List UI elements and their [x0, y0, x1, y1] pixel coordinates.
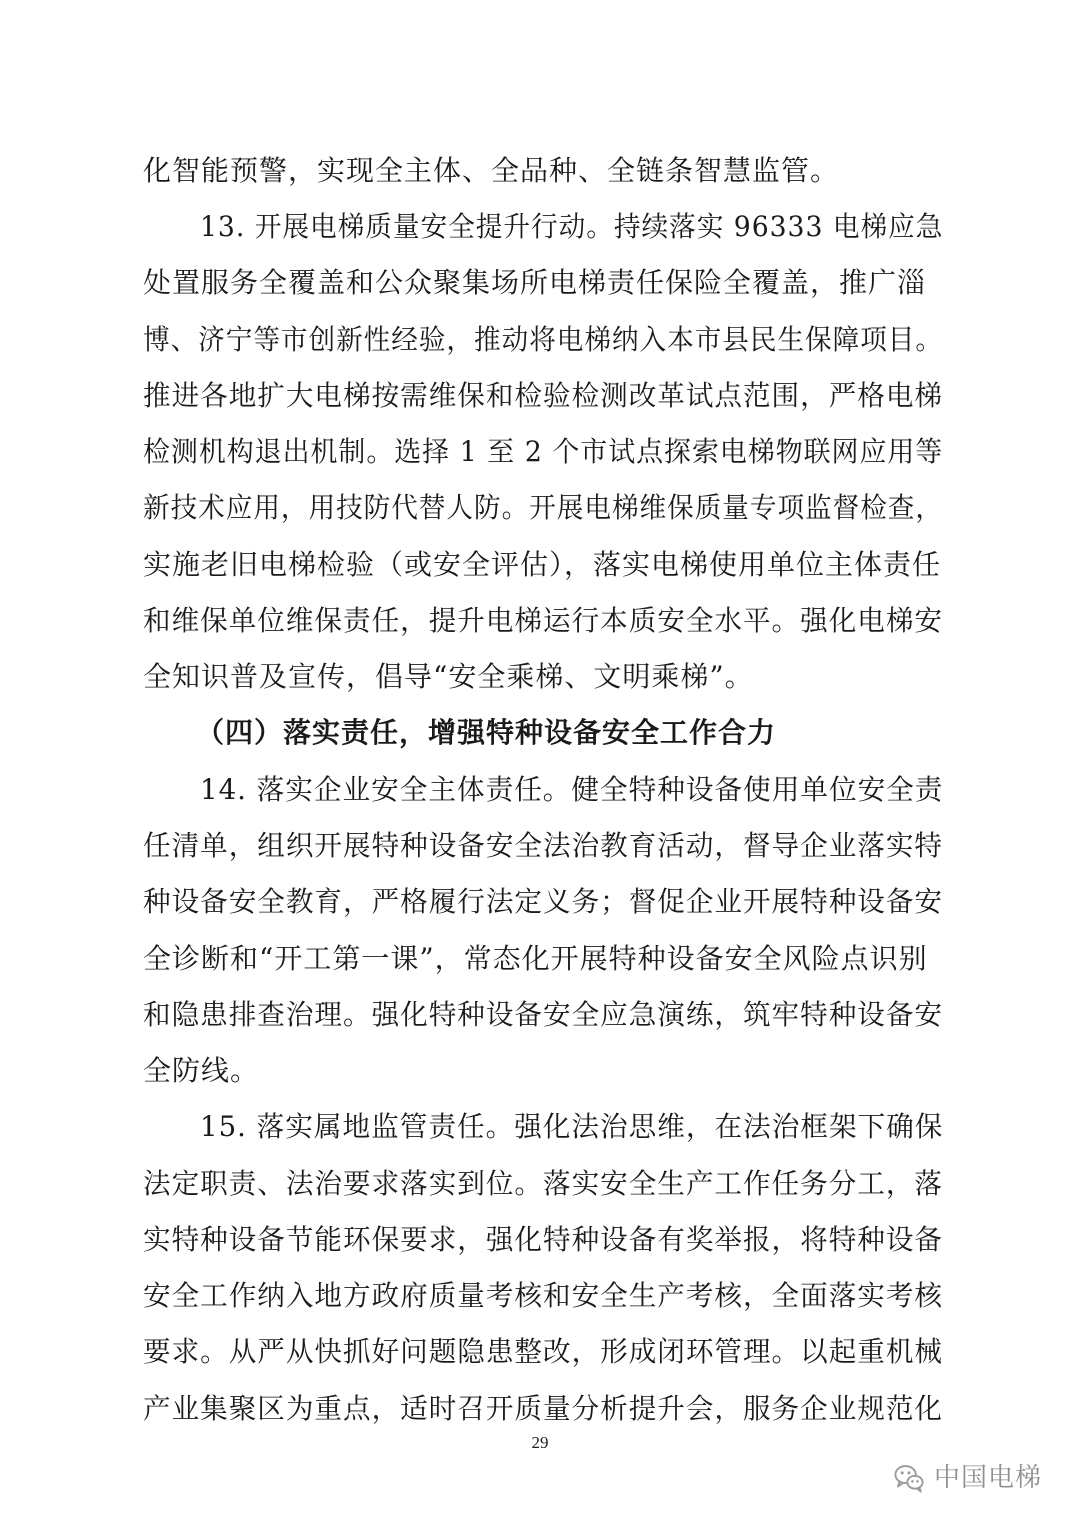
text-line: 和隐患排查治理。强化特种设备安全应急演练，筑牢特种设备安	[143, 998, 943, 1031]
text-line: 实施老旧电梯检验（或安全评估），落实电梯使用单位主体责任	[143, 548, 942, 581]
text-line: 种设备安全教育，严格履行法定义务；督促企业开展特种设备安	[143, 885, 943, 918]
watermark-text: 中国电梯	[933, 1463, 1042, 1493]
text-line: 全知识普及宣传，倡导“安全乘梯、文明乘梯”。	[143, 660, 754, 693]
text-line: 检测机构退出机制。选择 1 至 2 个市试点探索电梯物联网应用等	[143, 435, 944, 468]
paragraph-14-start: 14. 落实企业安全主体责任。健全特种设备使用单位安全责	[200, 773, 944, 806]
text-line: 实特种设备节能环保要求，强化特种设备有奖举报，将特种设备	[143, 1223, 943, 1256]
watermark	[892, 1458, 1042, 1498]
paragraph-15-start: 15. 落实属地监管责任。强化法治思维，在法治框架下确保	[200, 1110, 944, 1143]
text-line: 法定职责、法治要求落实到位。落实安全生产工作任务分工，落	[143, 1167, 943, 1200]
paragraph-13-start: 13. 开展电梯质量安全提升行动。持续落实 96333 电梯应急	[200, 210, 944, 243]
text-line: 全诊断和“开工第一课”，常态化开展特种设备安全风险点识别	[143, 942, 928, 975]
text-line: 博、济宁等市创新性经验，推动将电梯纳入本市县民生保障项目。	[143, 323, 943, 356]
text-line: 全防线。	[143, 1054, 260, 1087]
section-heading: （四）落实责任，增强特种设备安全工作合力	[196, 716, 777, 749]
text-line: 和维保单位维保责任，提升电梯运行本质安全水平。强化电梯安	[143, 604, 943, 637]
wechat-icon	[892, 1461, 926, 1495]
text-line: 处置服务全覆盖和公众聚集场所电梯责任保险全覆盖，推广淄	[143, 266, 927, 299]
text-line: 安全工作纳入地方政府质量考核和安全生产考核，全面落实考核	[143, 1279, 943, 1312]
text-line: 任清单，组织开展特种设备安全法治教育活动，督导企业落实特	[143, 829, 943, 862]
text-line: 产业集聚区为重点，适时召开质量分析提升会，服务企业规范化	[143, 1392, 943, 1425]
text-line: 推进各地扩大电梯按需维保和检验检测改革试点范围，严格电梯	[143, 379, 943, 412]
text-line: 新技术应用，用技防代替人防。开展电梯维保质量专项监督检查，	[143, 491, 943, 524]
page-number: 29	[531, 1433, 549, 1452]
text-line: 化智能预警，实现全主体、全品种、全链条智慧监管。	[143, 154, 840, 187]
text-line: 要求。从严从快抓好问题隐患整改，形成闭环管理。以起重机械	[143, 1335, 943, 1368]
